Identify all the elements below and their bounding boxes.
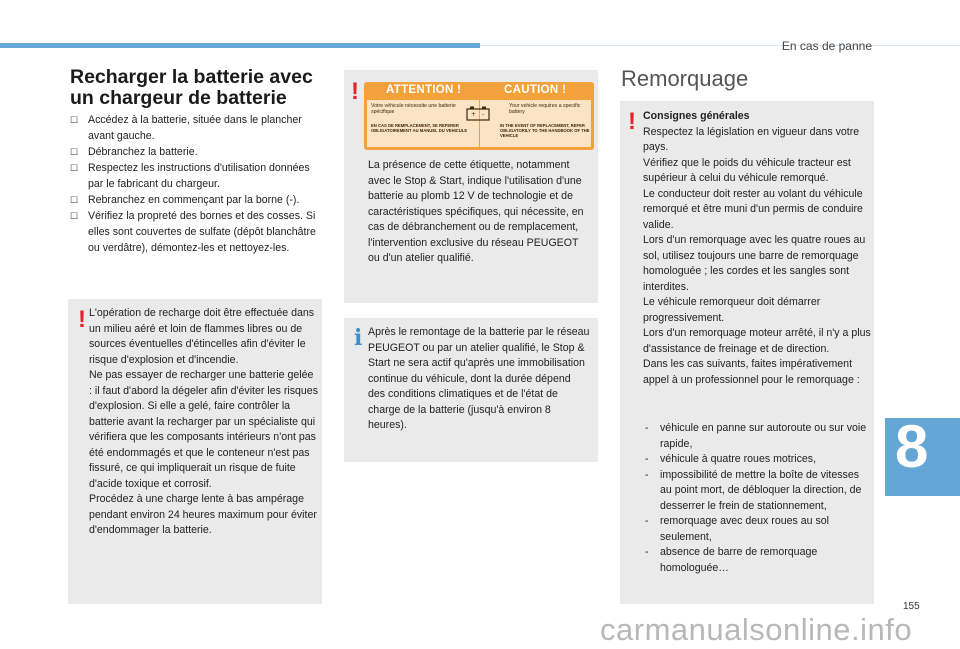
header-rule <box>480 45 960 46</box>
charging-warning-box <box>68 299 322 604</box>
steps-list <box>70 112 320 256</box>
towing-paragraph: Vérifiez que le poids du véhicule tracteur est supérieur à celui du véhicule remorqué. <box>643 156 851 184</box>
list-item: - remorquage avec deux roues au sol seulement, <box>645 515 830 543</box>
battery-icon <box>465 105 491 121</box>
towing-paragraph: Le conducteur doit rester au volant du véhicule remorqué et être muni d'un permis de conduire valide. <box>643 187 863 231</box>
battery-warning-label <box>364 82 594 150</box>
checkbox-bullet-icon: ☐ <box>70 147 79 157</box>
label-en-line: Your vehicle requires a specific battery <box>509 103 581 115</box>
checkbox-bullet-icon: ☐ <box>70 115 79 125</box>
info-text: Après le remontage de la batterie par le réseau PEUGEOT ou par un atelier qualifié, le Stop & Start ne sera actif qu'après une immobilisation continue du véhicule, dont la durée dépend des conditions climatiques et de l'état de charge de la batterie (jusqu'à environ 8 heures). <box>368 326 590 431</box>
list-item: ☐ Accédez à la batterie, située dans le plancher avant gauche. <box>70 114 302 142</box>
list-item: - absence de barre de remorquage homologuée… <box>645 546 818 574</box>
warning-icon: ! <box>351 78 359 105</box>
svg-text:-: - <box>482 111 485 118</box>
towing-paragraph: Lors d'un remorquage moteur arrêté, il n'y a plus d'assistance de freinage et de direction. <box>643 327 871 355</box>
label-explanation: La présence de cette étiquette, notamment avec le Stop & Start, indique l'utilisation d'une batterie au plomb 12 V de technologie et de caractéristiques spécifiques, qui nécessite, en cas de débranchement ou de remplacement, l'intervention exclusive du réseau PEUGEOT ou d'un atelier qualifié. <box>368 159 584 264</box>
list-item: - véhicule à quatre roues motrices, <box>645 453 817 465</box>
watermark: carmanualsonline.info <box>600 612 913 647</box>
svg-text:+: + <box>471 111 477 118</box>
towing-text <box>643 109 871 388</box>
page-title: Recharger la batterie avec un chargeur de batterie <box>70 66 313 109</box>
label-fr-line: Votre véhicule nécessite une batterie spécifique <box>371 103 456 115</box>
warning-paragraph: Procédez à une charge lente à bas ampérage pendant environ 24 heures maximum pour éviter d'endommager la batterie. <box>89 493 317 536</box>
header-accent-bar <box>0 43 480 48</box>
towing-paragraph: Dans les cas suivants, faites impérativement appel à un professionnel pour le remorquage : <box>643 358 860 386</box>
towing-cases-list <box>643 421 871 576</box>
list-item: - impossibilité de mettre la boîte de vitesses au point mort, de débloquer la direction, de desserrer le frein de stationnement, <box>645 468 862 512</box>
warning-paragraph: L'opération de recharge doit être effectuée dans un milieu aéré et loin de flammes libres ou de sources éventuelles d'étincelles afin d'éviter le risque d'explosion et d'incendie. <box>89 307 315 366</box>
label-attention: ATTENTION ! <box>386 84 462 96</box>
section-title: En cas de panne <box>781 39 872 53</box>
list-item: ☐ Rebranchez en commençant par la borne (-). <box>70 194 300 206</box>
list-item: ☐ Vérifiez la propreté des bornes et des cosses. Si elles sont couvertes de sulfate (dépôt blanchâtre ou verdâtre), démontez-les et nettoyez-les. <box>70 210 316 254</box>
checkbox-bullet-icon: ☐ <box>70 195 79 205</box>
list-item: - véhicule en panne sur autoroute ou sur voie rapide, <box>645 422 867 450</box>
checkbox-bullet-icon: ☐ <box>70 163 79 173</box>
label-fr-replace: EN CAS DE REMPLACEMENT, SE REFERER OBLIGATOIREMENT AU MANUEL DU VEHICULE <box>371 123 468 133</box>
warning-icon: ! <box>78 306 86 333</box>
info-icon: i <box>354 325 363 351</box>
towing-paragraph: Lors d'un remorquage avec les quatre roues au sol, utilisez toujours une barre de remorquage homologuée ; les cordes et les sangles sont interdites. <box>643 234 866 293</box>
warning-icon: ! <box>628 108 636 135</box>
page-number: 155 <box>903 601 920 612</box>
label-en-replace: IN THE EVENT OF REPLACEMENT, REFER OBLIGATORILY TO THE HANDBOOK OF THE VEHICLE <box>500 123 590 138</box>
list-item: ☐ Respectez les instructions d'utilisation données par le fabricant du chargeur. <box>70 162 310 190</box>
list-item: ☐ Débranchez la batterie. <box>70 146 198 158</box>
checkbox-bullet-icon: ☐ <box>70 211 79 221</box>
towing-paragraph: Le véhicule remorqueur doit démarrer progressivement. <box>643 296 821 324</box>
section-heading: Remorquage <box>621 66 749 91</box>
towing-paragraph: Respectez la législation en vigueur dans votre pays. <box>643 125 860 153</box>
stop-start-info-box <box>344 318 598 462</box>
box-heading: Consignes générales <box>643 110 750 122</box>
warning-paragraph: Ne pas essayer de recharger une batterie gelée : il faut d'abord la dégeler afin d'éviter les risques d'explosion. Si elle a gelé, faire contrôler la batterie avant la recharger par un spécialiste qui vérifiera que les composants intérieurs n'ont pas été endommagés et que le conteneur n'est pas fissuré, ce qui impliquerait un risque de fuite d'acide toxique et corrosif. <box>89 369 318 490</box>
label-caution: CAUTION ! <box>504 84 567 96</box>
chapter-number: 8 <box>895 413 929 480</box>
